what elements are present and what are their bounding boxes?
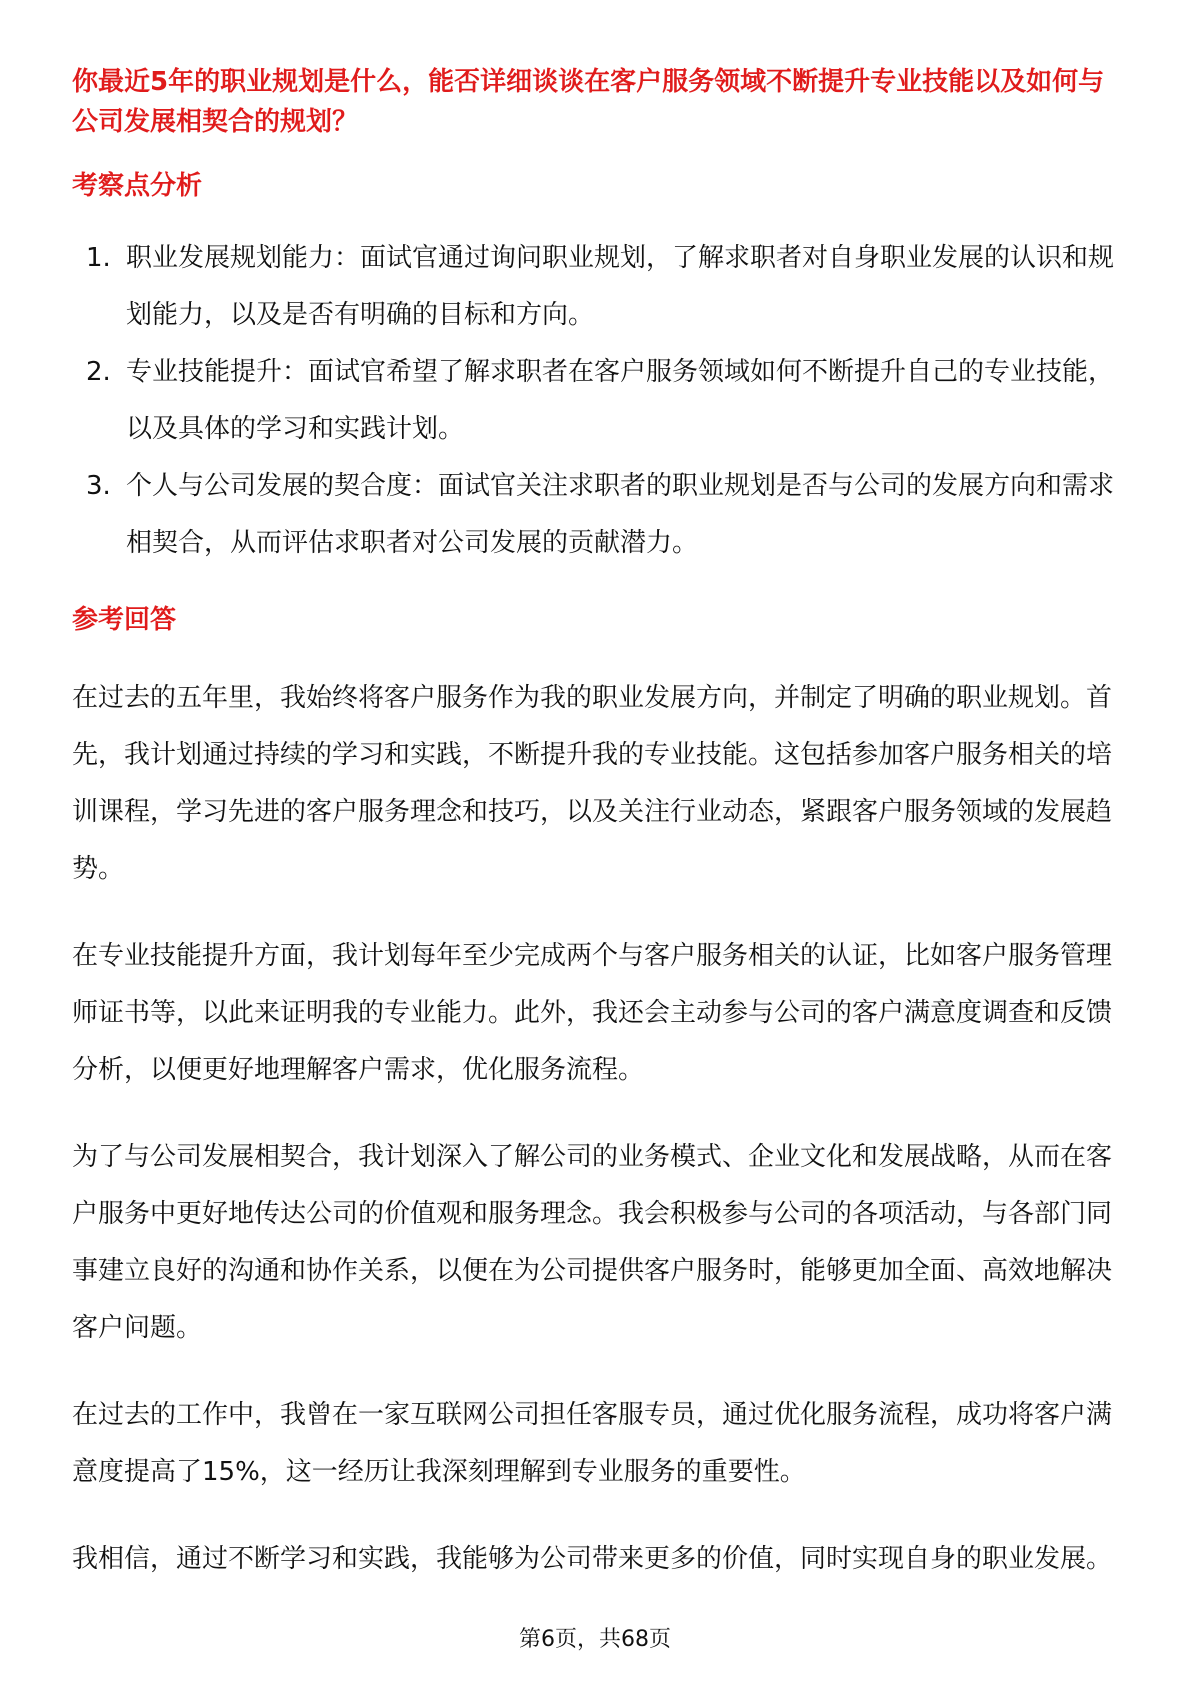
list-item-number: 3. [86, 471, 111, 501]
answer-paragraph: 为了与公司发展相契合，我计划深入了解公司的业务模式、企业文化和发展战略，从而在客户服务中更好地传达公司的价值观和服务理念。我会积极参与公司的各项活动，与各部门同事建立良好的沟通和协作关系，以便在为公司提供客户服务时，能够更加全面、高效地解决客户问题。 [72, 1142, 1113, 1343]
list-item-text: 专业技能提升：面试官希望了解求职者在客户服务领域如何不断提升自己的专业技能，以及具体的学习和实践计划。 [126, 357, 1115, 444]
list-item-number: 2. [86, 357, 111, 387]
list-item-number: 1. [86, 243, 111, 273]
list-item-text: 个人与公司发展的契合度：面试官关注求职者的职业规划是否与公司的发展方向和需求相契合，从而评估求职者对公司发展的贡献潜力。 [126, 471, 1115, 558]
answer-section-title: 参考回答 [72, 605, 177, 635]
analysis-section-title: 考察点分析 [72, 171, 203, 201]
list-item [72, 458, 1120, 572]
answer-paragraph: 在专业技能提升方面，我计划每年至少完成两个与客户服务相关的认证，比如客户服务管理师证书等，以此来证明我的专业能力。此外，我还会主动参与公司的客户满意度调查和反馈分析，以便更好地理解客户需求，优化服务流程。 [72, 941, 1113, 1085]
answer-paragraph: 我相信，通过不断学习和实践，我能够为公司带来更多的价值，同时实现自身的职业发展。 [72, 1544, 1113, 1574]
document-content [72, 62, 1120, 1588]
page-number-footer: 第6页，共68页 [519, 1627, 671, 1652]
answer-paragraph: 在过去的五年里，我始终将客户服务作为我的职业发展方向，并制定了明确的职业规划。首先，我计划通过持续的学习和实践，不断提升我的专业技能。这包括参加客户服务相关的培训课程，学习先进的客户服务理念和技巧，以及关注行业动态，紧跟客户服务领域的发展趋势。 [72, 683, 1113, 884]
list-item [72, 344, 1120, 458]
list-item [72, 230, 1120, 344]
question-heading: 你最近5年的职业规划是什么，能否详细谈谈在客户服务领域不断提升专业技能以及如何与公司发展相契合的规划？ [72, 67, 1105, 137]
analysis-list [72, 230, 1120, 572]
answer-paragraph: 在过去的工作中，我曾在一家互联网公司担任客服专员，通过优化服务流程，成功将客户满意度提高了15%，这一经历让我深刻理解到专业服务的重要性。 [72, 1400, 1113, 1487]
list-item-text: 职业发展规划能力：面试官通过询问职业规划，了解求职者对自身职业发展的认识和规划能力，以及是否有明确的目标和方向。 [126, 243, 1115, 330]
